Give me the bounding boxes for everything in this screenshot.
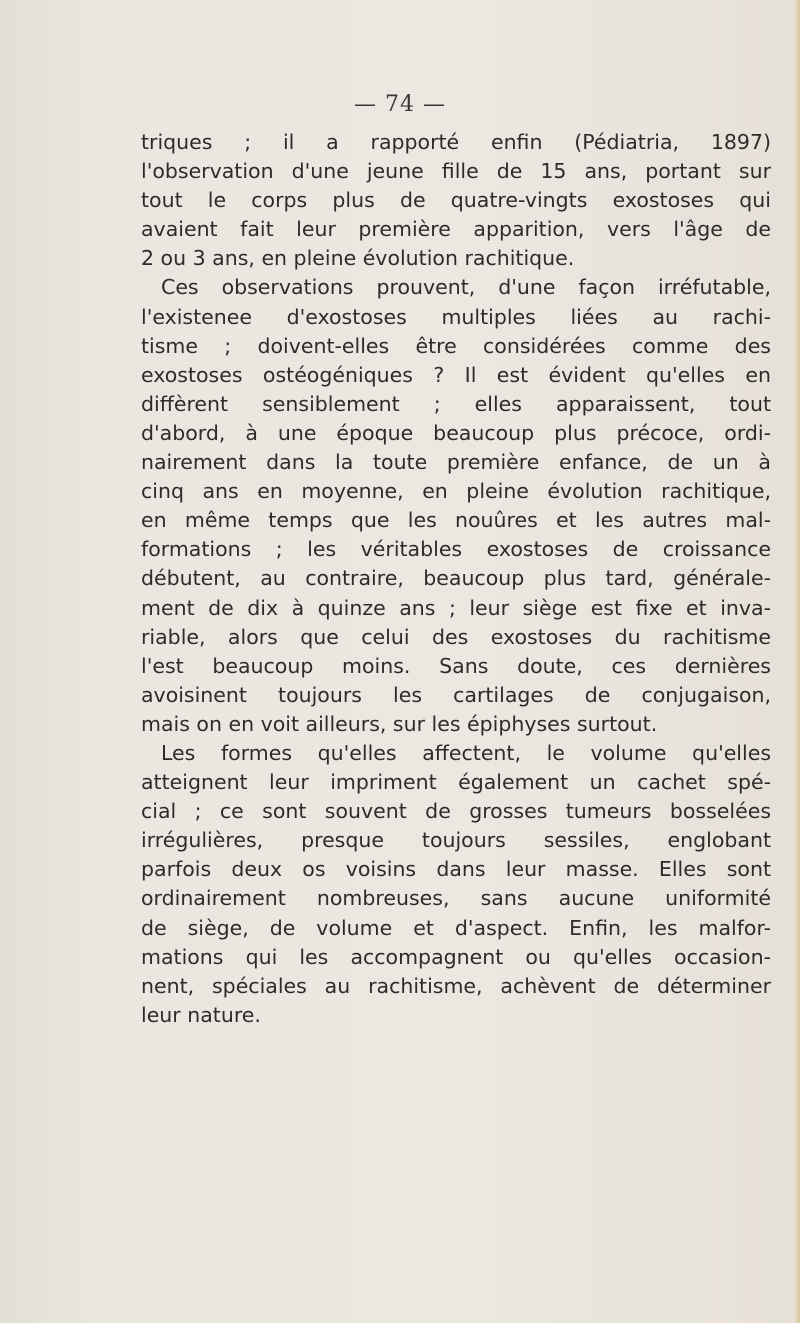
text-line: tisme ; doivent-elles être considérées comme des xyxy=(141,333,771,358)
text-line: ment de dix à quinze ans ; leur siège est fixe et inva- xyxy=(141,595,771,620)
text-line: parfois deux os voisins dans leur masse. Elles sont xyxy=(141,857,771,882)
text-line: cinq ans en moyenne, en pleine évolution rachitique, xyxy=(141,479,771,504)
text-line: avoisinent toujours les cartilages de conjugaison, xyxy=(141,682,771,707)
text-line: formations ; les véritables exostoses de croissance xyxy=(141,537,771,562)
text-line: exostoses ostéogéniques ? Il est évident qu'elles en xyxy=(141,362,771,387)
text-line: ordinairement nombreuses, sans aucune uniformité xyxy=(141,886,771,911)
text-line: Les formes qu'elles affectent, le volume qu'elles xyxy=(161,740,771,765)
text-line: débutent, au contraire, beaucoup plus tard, générale- xyxy=(141,566,771,591)
text-line: diffèrent sensiblement ; elles apparaissent, tout xyxy=(141,391,771,416)
text-line: mais on en voit ailleurs, sur les épiphyses surtout. xyxy=(141,711,658,736)
text-line: triques ; il a rapporté enfin (Pédiatria, 1897) xyxy=(141,130,771,154)
text-line: riable, alors que celui des exostoses du rachitisme xyxy=(141,624,771,649)
text-line: d'abord, à une époque beaucoup plus précoce, ordi- xyxy=(141,420,771,445)
text-line: nent, spéciales au rachitisme, achèvent de déterminer xyxy=(141,973,771,998)
text-line: 2 ou 3 ans, en pleine évolution rachitique. xyxy=(141,246,575,271)
page-number: — 74 — xyxy=(354,92,446,117)
text-line: en même temps que les nouûres et les autres mal- xyxy=(141,508,771,533)
text-line: avaient fait leur première apparition, vers l'âge de xyxy=(141,217,771,242)
text-line: Ces observations prouvent, d'une façon irréfutable, xyxy=(161,275,771,300)
body-text xyxy=(141,128,771,1030)
text-line: nairement dans la toute première enfance, de un à xyxy=(141,450,771,475)
text-line: l'existenee d'exostoses multiples liées au rachi- xyxy=(141,304,771,329)
text-line: l'observation d'une jeune fille de 15 ans, portant sur xyxy=(141,159,771,184)
text-line: l'est beaucoup moins. Sans doute, ces dernières xyxy=(141,653,771,678)
text-line: atteignent leur impriment également un cachet spé- xyxy=(141,770,771,795)
text-line: tout le corps plus de quatre-vingts exostoses qui xyxy=(141,188,771,213)
text-line: de siège, de volume et d'aspect. Enfin, les malfor- xyxy=(141,915,771,940)
text-line: cial ; ce sont souvent de grosses tumeurs bosselées xyxy=(141,799,771,824)
text-line: mations qui les accompagnent ou qu'elles occasion- xyxy=(141,944,771,969)
text-line: irrégulières, presque toujours sessiles, englobant xyxy=(141,828,771,853)
text-line: leur nature. xyxy=(141,1002,261,1027)
